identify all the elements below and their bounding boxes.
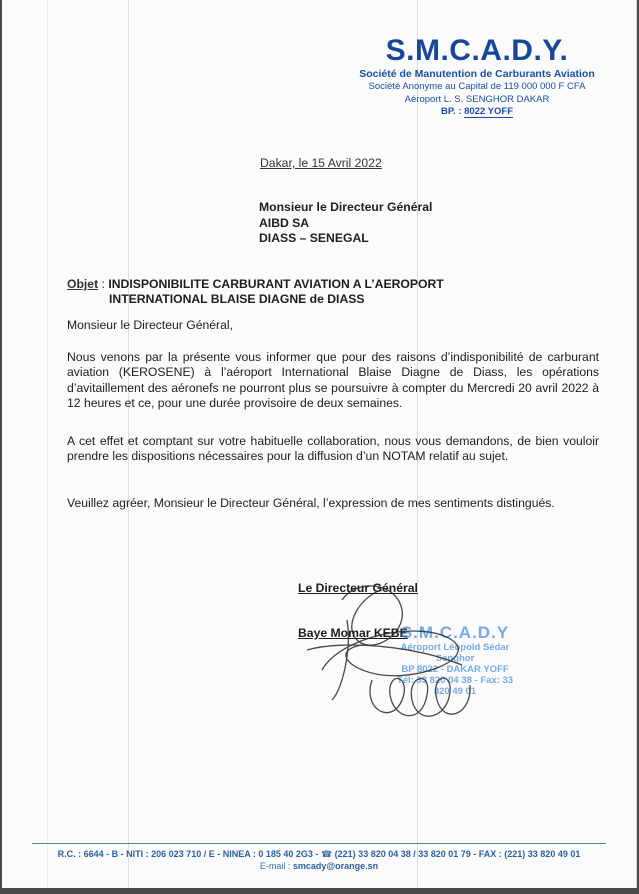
phone-icon: ☎ (320, 849, 333, 859)
company-full-name: Société de Manutention de Carburants Aviation (359, 68, 595, 80)
subject-label: Objet (67, 277, 99, 291)
addressee-line: AIBD SA (259, 215, 310, 230)
addressee-line: DIASS – SENEGAL (259, 231, 369, 245)
po-box-value: 8022 YOFF (464, 106, 513, 117)
scan-fold-line (47, 0, 48, 888)
stamp-line: Aéroport Léopold Sédar Senghor (400, 642, 510, 664)
po-box-label: BP. : (441, 106, 462, 117)
company-po-box (322, 106, 632, 119)
addressee-line: Monsieur le Directeur Général (259, 200, 433, 214)
salutation: Monsieur le Directeur Général, (67, 318, 233, 332)
signatory-name: Baye Momar KEBE (298, 626, 408, 640)
stamp-line: Tél: 33 820 04 38 - Fax: 33 820 49 01 (396, 675, 514, 697)
letterhead (322, 34, 632, 119)
subject-block (67, 277, 607, 308)
body-paragraph: A cet effet et comptant sur votre habituelle collaboration, nous vous demandons, de bien vouloir prendre les dispositions nécessaires pour la diffusion d’un NOTAM relatif au sujet. (67, 434, 599, 464)
signatory-title: Le Directeur Général (298, 581, 418, 595)
company-acronym: S.M.C.A.D.Y. (385, 34, 569, 67)
body-paragraph: Nous venons par la présente vous informer que pour des raisons d’indisponibilité de carburant aviation (KEROSENE) à l’aéroport International Blaise Diagne de Diass, les opérations d’avitaillement des aéronefs ne pourront plus se poursuivre à compter du Mercredi 20 avril 2022 à 12 heures et ce, pour une durée provisoire de deux semaines. (67, 350, 599, 410)
footer-email: smcady@orange.sn (292, 861, 379, 871)
company-stamp (390, 624, 520, 697)
footer-registration: R.C. : 6644 - B - NITI : 206 023 710 / E - NINEA : 0 185 40 2G3 - (57, 849, 319, 859)
company-address: Aéroport L. S. SENGHOR DAKAR (404, 93, 550, 105)
footer-phone-fax: (221) 33 820 04 38 / 33 820 01 79 - FAX : (221) 33 820 49 01 (334, 849, 581, 859)
place-date: Dakar, le 15 Avril 2022 (260, 156, 382, 170)
subject-separator: : (98, 277, 109, 291)
company-legal-form: Société Anonyme au Capital de 119 000 000 F CFA (368, 81, 586, 92)
subject-line-2: INTERNATIONAL BLAISE DIAGNE de DIASS (109, 292, 365, 307)
footer-divider (32, 843, 606, 844)
letter-page (2, 0, 637, 888)
footer-email-line (2, 860, 636, 872)
body-paragraph: Veuillez agréer, Monsieur le Directeur Général, l’expression de mes sentiments distingués. (67, 496, 555, 510)
addressee-block (259, 200, 432, 247)
stamp-line: BP 8022 - DAKAR YOFF (401, 664, 509, 675)
stamp-name: S.M.C.A.D.Y (400, 623, 510, 642)
subject-line-1: INDISPONIBILITE CARBURANT AVIATION A L’AEROPORT (108, 277, 444, 291)
footer-registration-line (2, 848, 636, 860)
footer-email-label: E-mail : (259, 861, 291, 871)
